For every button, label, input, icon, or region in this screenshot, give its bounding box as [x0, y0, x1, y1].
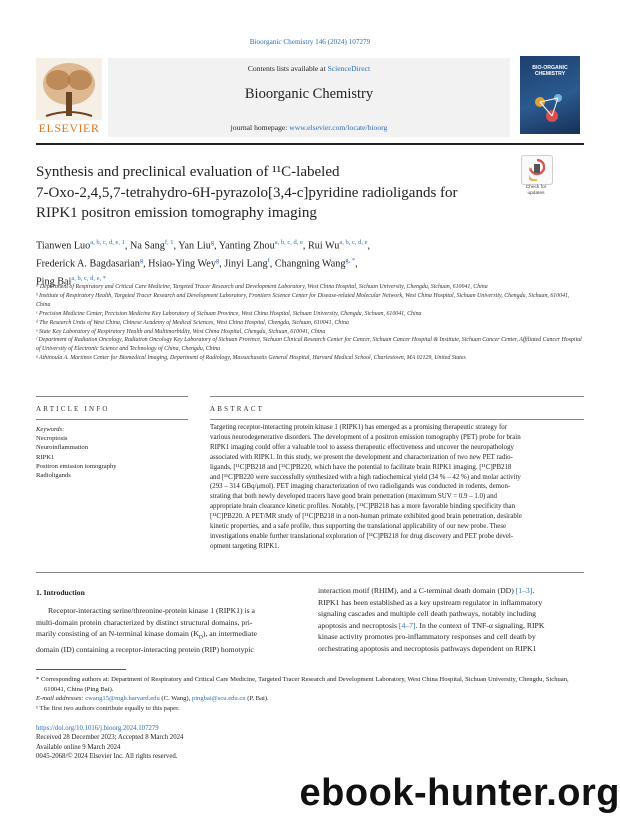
author-name[interactable]: Na Sang — [130, 240, 165, 252]
abstract-line: strating that both newly developed tracers have good brain penetration (maximum SUV = 0.9 – 1.0) and — [210, 493, 497, 501]
abstract-line: Targeting receptor-interacting protein kinase 1 (RIPK1) has emerged as a promising therapeutic strategy for — [210, 424, 508, 431]
affiliation-item: ᵇ Institute of Respiratory Health, Targeted Tracer Research and Development Laboratory, Frontiers Science Center for Disease-related Molecular Network, West China Hospital, Sichuan University, Chengdu, Sichuan, 610041, China — [36, 292, 570, 308]
abstract-line: opment targeting RIPK1. — [210, 542, 280, 550]
affiliation-item: ᶠ Department of Radiation Oncology, Radiation Oncology Key Laboratory of Sichuan Province, Sichuan Clinical Research Center for Cancer, Sichuan Cancer Hospital & Institute, Sichuan Cancer Center, Affiliated Cancer Hospital of University of Electronic Science and Technology of China, Chengdu, China — [36, 337, 582, 353]
author-name[interactable]: Yanting Zhou — [218, 240, 275, 252]
author-affil-sup[interactable]: a, b, c, d, e, 1 — [90, 239, 125, 246]
author-affil-sup[interactable]: f, 1 — [164, 239, 174, 246]
article-info-heading: ARTICLE INFO — [36, 405, 110, 413]
check-for-updates-label: Check for updates — [525, 185, 547, 196]
abstract-line: (293 – 314 GBq/μmol). PET imaging characterization of two radioligands was conducted in rodents, demon- — [210, 483, 511, 491]
watermark-text: ebook-hunter.org — [299, 772, 620, 814]
email-link[interactable]: pingbai@scu.edu.cn — [191, 695, 246, 703]
body-line: Receptor-interacting serine/threonine-protein kinase 1 (RIPK1) is a — [48, 606, 255, 615]
author-affil-sup[interactable]: g — [215, 256, 220, 264]
author-name[interactable]: Changning Wang — [274, 258, 346, 270]
body-line: orchestrating apoptosis and necroptosis pathways dependent on RIPK1 — [318, 643, 537, 653]
title-line: RIPK1 positron emission tomography imaging — [36, 205, 317, 221]
body-line: kinase activity promotes pro-inflammatory responses and cell death by — [318, 632, 536, 642]
keyword-item: Radioligands — [36, 472, 71, 480]
title-line: 7-Oxo-2,4,5,7-tetrahydro-6H-pyrazolo[3,4-c]pyridine radioligands for — [36, 184, 458, 201]
title-line: Synthesis and preclinical evaluation of ¹¹C-labeled — [36, 164, 340, 180]
introduction-column-2 — [318, 585, 584, 655]
abstract-line: various neurodegenerative disorders. The development of a positron emission tomography (PET) probe for brain — [210, 433, 521, 441]
body-line: marily consisting of an N-terminal kinase domain $(K_D)$, an intermediate — [36, 629, 257, 641]
journal-homepage — [108, 123, 510, 132]
abstract-line: ligands, [¹¹C]PB218 and [¹¹C]PB220, which have the potential to facilitate brain RIPK1 imaging. [¹¹C]PB218 — [210, 463, 512, 471]
abstract-line: and [¹¹C]PB220 were successfully synthesized with a high radiochemical yield (34 % – 42 %) and molar activity — [210, 473, 521, 481]
citation-link[interactable]: [1–3] — [515, 586, 533, 595]
abstract-line: kinetic properties, and a safe profile, thus supporting the translational applicability of our new probe. These — [210, 523, 507, 531]
affiliations — [36, 283, 584, 363]
abstract-end-rule — [36, 572, 584, 573]
body-line: signaling cascades and multiple cell death pathways, notably including — [318, 609, 536, 619]
cover-title: BIO-ORGANIC CHEMISTRY — [532, 65, 568, 78]
body-line: interaction motif (RHIM), and a C-terminal death domain (DD) [1–3]. — [318, 586, 535, 595]
affiliation-item: ᵈ The Research Units of West China, Chinese Academy of Medical Sciences, West China Hospital, Chengdu, Sichuan, 610041, China — [36, 319, 349, 326]
author-affil-sup[interactable]: a, b, c, d, e — [274, 239, 303, 246]
elsevier-wordmark: ELSEVIER — [38, 121, 100, 135]
body-line: multi-domain protein characterized by distinct structural domains, pri- — [36, 617, 253, 627]
body-line: domain (ID) containing a receptor-interacting protein (RIP) homotypic — [36, 645, 254, 655]
author-name[interactable]: Tianwen Luo — [36, 240, 91, 252]
author-name[interactable]: Hsiao-Ying Wey — [148, 258, 216, 270]
author-affil-sup[interactable]: f — [267, 256, 270, 264]
introduction-heading: 1. Introduction — [36, 588, 85, 597]
header-rule — [36, 143, 584, 145]
email-link[interactable]: cwang15@mgh.harvard.edu — [85, 695, 160, 703]
equal-contribution-note: ¹ The first two authors contribute equally to this paper. — [36, 704, 180, 712]
journal-name: Bioorganic Chemistry — [244, 86, 374, 102]
journal-cover-thumbnail[interactable] — [520, 56, 580, 134]
sciencedirect-link[interactable]: ScienceDirect — [327, 64, 371, 73]
author-name[interactable]: Rui Wu — [307, 240, 340, 252]
abstract-line: investigations enable further translational exploration of [¹¹C]PB218 for drug discovery and PET probe devel- — [210, 532, 514, 540]
footnotes — [36, 675, 584, 713]
online-date: Available online 9 March 2024 — [36, 743, 121, 751]
abstract-heading: ABSTRACT — [210, 405, 265, 413]
email-note: E-mail addresses: cwang15@mgh.harvard.edu (C. Wang), pingbai@scu.edu.cn (P. Bai). — [36, 695, 269, 703]
corresponding-author-note: * Corresponding authors at: Department of Respiratory and Critical Care Medicine, Targeted Tracer Research and Development Laboratory, West China Hospital, Sichuan University, Chengdu, Sichuan, 610041, China (Ping Bai). — [36, 676, 569, 693]
abstract-line: appropriate brain clearance kinetic profiles. Notably, [¹¹C]PB218 has a more favorable binding specificity than — [210, 503, 516, 511]
article-title — [36, 162, 506, 224]
homepage-prefix: journal homepage: — [230, 123, 290, 132]
author-name[interactable]: Ping Bai — [36, 276, 72, 288]
abstract-line: RIPK1 imaging could offer a valuable tool to assess therapeutic effectiveness and uncover the neuropathology — [210, 443, 514, 451]
abstract-rule-bottom — [210, 419, 584, 420]
author-affil-sup[interactable]: g — [210, 239, 215, 246]
rights-statement: 0045-2068/© 2024 Elsevier Inc. All rights reserved. — [36, 752, 178, 760]
introduction-column-1 — [36, 605, 300, 656]
body-line: apoptosis and necroptosis [4–7]. In the context of TNF-α signaling, RIPK — [318, 620, 545, 630]
abstract-line: associated with RIPK1. In this study, we present the development and characterization of two new PET radio- — [210, 453, 513, 461]
citation-link[interactable]: [4–7] — [398, 620, 416, 630]
contents-prefix: Contents lists available at — [247, 64, 328, 73]
body-line: RIPK1 has been established as a key upstream regulator in inflammatory — [318, 597, 543, 607]
contents-line — [108, 64, 510, 73]
abstract-text — [210, 423, 584, 552]
author-affil-sup[interactable]: a, b, c, d, e, * — [71, 274, 107, 282]
affiliation-item: ᶜ Precision Medicine Center, Precision Medicine Key Laboratory of Sichuan Province, West China Hospital, Sichuan University, Chengdu, Sichuan, 610041, China — [36, 310, 422, 317]
publication-info — [36, 724, 336, 761]
author-name[interactable]: Jinyi Lang — [224, 258, 268, 270]
article-info-rule-bottom — [36, 419, 188, 420]
check-for-updates-button[interactable] — [521, 155, 553, 185]
affiliation-item: ᵉ State Key Laboratory of Respiratory Health and Multimorbidity, West China Hospital, Chengdu, Sichuan, 610041, China — [36, 328, 326, 335]
abstract-line: [¹¹C]PB220. A PET/MR study of [¹¹C]PB218 in a non-human primate exhibited good brain penetration, desirable — [210, 513, 522, 521]
keyword-item: Neuroinflammation — [36, 444, 89, 452]
homepage-link[interactable]: www.elsevier.com/locate/bioorg — [289, 123, 388, 132]
received-dates: Received 28 December 2023; Accepted 8 March 2024 — [36, 734, 184, 742]
keyword-item: RIPK1 — [36, 453, 55, 461]
doi-link[interactable]: https://doi.org/10.1016/j.bioorg.2024.107279 — [36, 725, 159, 732]
affiliation-item: ᵍ Athinoula A. Martinos Center for Biomedical Imaging, Department of Radiology, Massachusetts General Hospital, Harvard Medical School, Charlestown, MA 02129, United States — [36, 355, 466, 362]
update-badge-icon — [529, 159, 545, 181]
author-affil-sup[interactable]: g, * — [345, 256, 356, 264]
keywords-label: Keywords: — [36, 426, 65, 433]
keyword-item: Positron emission tomography — [36, 462, 117, 470]
footnote-rule — [36, 669, 126, 670]
author-name[interactable]: Yan Liu — [178, 240, 211, 252]
author-list: Tianwen Luo$^{a, b, c, d, e, 1}$, Na Sang$^{f, 1}$, Yan Liu$^g$, Yanting Zhou$^{a, b, c, d, e}$, Rui Wu$^{a, b, c, d, e}$, Frederick A. Bagdasarian$^g$, Hsiao-Ying Wey$^g$, Jinyi Lang$^f$, Changning Wang$^{g, *}$, Ping Bai$^{a, b, c, d, e, *}$ — [36, 239, 371, 288]
keyword-item: Necroptosis — [36, 435, 68, 443]
article-info-rule-top — [36, 396, 188, 397]
abstract-rule-top — [210, 396, 584, 397]
affiliation-item: ᵃ Department of Respiratory and Critical Care Medicine, Targeted Tracer Research and Development Laboratory, West China Hospital, Sichuan University, Chengdu, Sichuan, 610041, China — [36, 284, 488, 290]
cover-molecule-graphic — [528, 88, 572, 128]
journal-citation[interactable]: Bioorganic Chemistry 146 (2024) 107279 — [249, 38, 371, 46]
author-name[interactable]: Frederick A. Bagdasarian — [36, 258, 140, 270]
author-affil-sup[interactable]: a, b, c, d, e — [339, 239, 368, 246]
author-affil-sup[interactable]: g — [139, 256, 144, 264]
keywords-block — [36, 425, 186, 480]
